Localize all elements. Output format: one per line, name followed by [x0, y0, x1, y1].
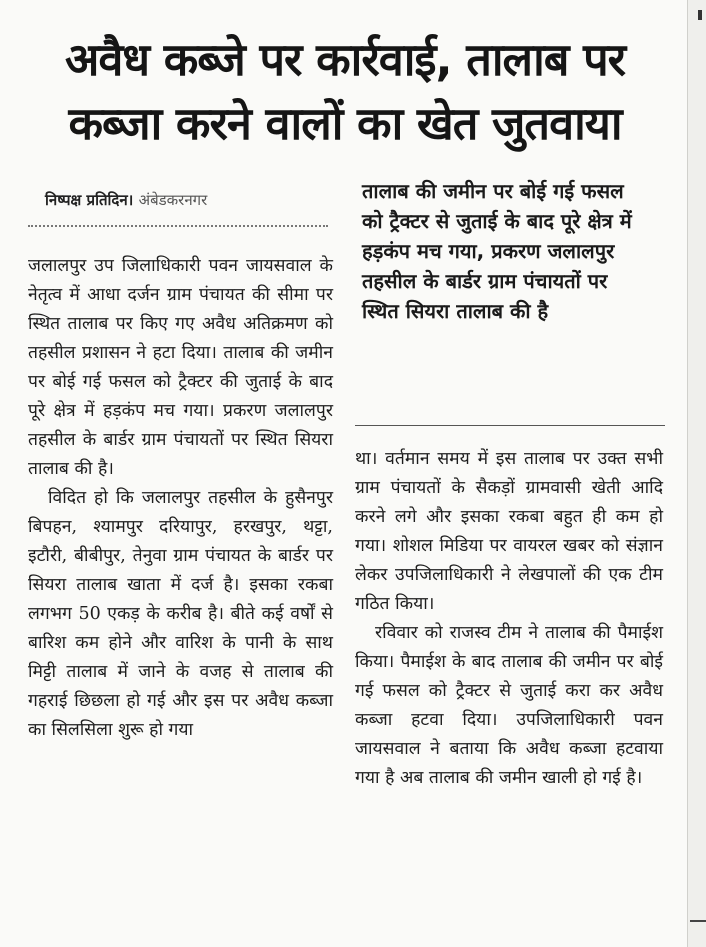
paragraph: रविवार को राजस्व टीम ने तालाब की पैमाईश किया। पैमाईश के बाद तालाब की जमीन पर बोई गई फसल को ट्रैक्टर से जुताई करा कर अवैध कब्जा हटवा दिया। उपजिलाधिकारी पवन जायसवाल ने बताया कि अवैध कब्जा हटवाया गया है अब तालाब की जमीन खाली हो गई है। — [355, 623, 663, 788]
right-column — [355, 445, 663, 793]
left-column — [28, 252, 333, 745]
pull-quote: तालाब की जमीन पर बोई गई फसल को ट्रैक्टर से जुताई के बाद पूरे क्षेत्र में हड़कंप मच गया, प्रकरण जलालपुर तहसील के बार्डर ग्राम पंचायतों पर स्थित सियरा तालाब की है — [362, 179, 632, 323]
byline-divider — [28, 225, 328, 227]
page-edge — [687, 0, 706, 947]
paragraph: विदित हो कि जलालपुर तहसील के हुसैनपुर बिपहन, श्यामपुर दरियापुर, हरखपुर, थट्टा, इटौरी, बीबीपुर, तेनुवा ग्राम पंचायत के बार्डर पर सियरा तालाब खाता में दर्ज है। इसका रकबा लगभग 50 एकड़ के करीब है। बीते कई वर्षों से बारिश कम होने और वारिश के पानी के साथ मिट्टी तालाब में जाने के वजह से तालाब की गहराई छिछला हो गई और इस पर अवैध कब्जा का सिलसिला शुरू हो गया — [28, 488, 333, 740]
edge-mark — [698, 10, 702, 20]
byline-place: अंबेडकरनगर — [138, 191, 208, 209]
byline-source: निष्पक्ष प्रतिदिन। — [45, 191, 134, 209]
pull-quote-divider — [355, 425, 665, 426]
bottom-rule — [690, 920, 706, 922]
paragraph: था। वर्तमान समय में इस तालाब पर उक्त सभी ग्राम पंचायतों के सैकड़ों ग्रामवासी खेती आदि करने लगे और इसका रकबा बहुत ही कम हो गया। शोशल मिडिया पर वायरल खबर को संज्ञान लेकर उपजिलाधिकारी ने लेखपालों की एक टीम गठित किया। — [355, 449, 663, 614]
headline-line-2: कब्जा करने वालों का खेत जुतवाया — [68, 97, 622, 150]
headline — [0, 28, 690, 156]
headline-line-1: अवैध कब्जे पर कार्रवाई, तालाब पर — [64, 33, 626, 86]
byline — [45, 190, 207, 210]
paragraph: जलालपुर उप जिलाधिकारी पवन जायसवाल के नेतृत्व में आधा दर्जन ग्राम पंचायत की सीमा पर स्थित तालाब पर किए गए अवैध अतिक्रमण को तहसील प्रशासन ने हटा दिया। तालाब की जमीन पर बोई गई फसल को ट्रैक्टर की जुताई के बाद पूरे क्षेत्र में हड़कंप मच गया। प्रकरण जलालपुर तहसील के बार्डर ग्राम पंचायतों पर स्थित सियरा तालाब की है। — [28, 256, 333, 479]
